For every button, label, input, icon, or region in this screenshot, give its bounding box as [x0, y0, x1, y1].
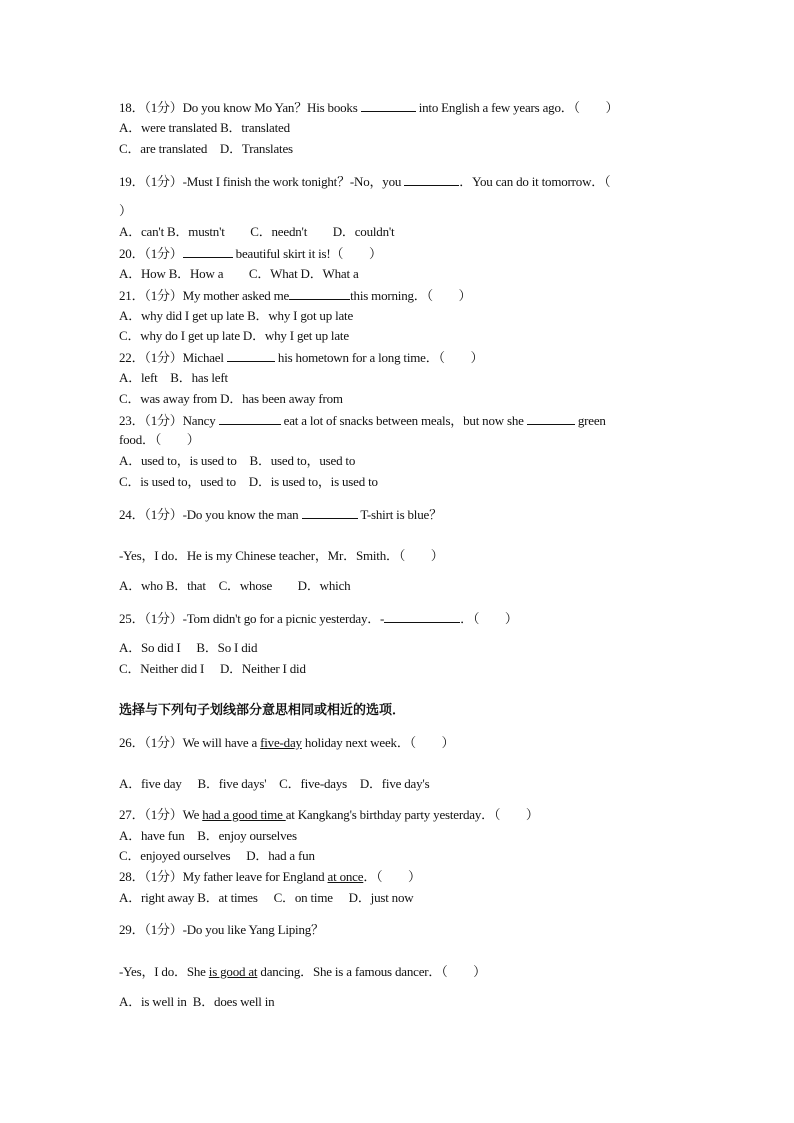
- answer-blank: [527, 412, 575, 425]
- stem-text: 19．（1分）-Must I finish the work tonight？-No，you: [119, 174, 405, 189]
- question-29-stem: 29．（1分）-Do you like Yang Liping？: [119, 922, 324, 937]
- stem-text: T-shirt is blue？: [357, 507, 442, 522]
- stem-text: into English a few years ago．（ ）: [415, 100, 619, 115]
- question-19-stem: [119, 173, 610, 190]
- stem-text: 24．（1分）-Do you know the man: [119, 507, 302, 522]
- question-27-options-1: A．have fun B．enjoy ourselves: [119, 828, 297, 843]
- question-23-options-1: A．used to，is used to B．used to，used to: [119, 453, 356, 468]
- question-22-stem: [119, 349, 483, 366]
- question-20-options-1: A．How B．How a C．What D．What a: [119, 266, 359, 281]
- stem-text: green: [574, 413, 606, 428]
- question-29-options-1: A．is well in B．does well in: [119, 994, 275, 1009]
- question-25-stem: [119, 610, 518, 627]
- question-27-options-2: C．enjoyed ourselves D．had a fun: [119, 848, 315, 863]
- underlined-phrase: had a good time: [202, 807, 286, 822]
- question-25-options-2: C．Neither did I D．Neither I did: [119, 661, 306, 676]
- stem-text: beautiful skirt it is!（ ）: [232, 246, 382, 261]
- question-20-stem: [119, 245, 382, 262]
- stem-text: 22．（1分）Michael: [119, 350, 227, 365]
- question-18-stem: [119, 99, 618, 116]
- question-22-options-2: C．was away from D．has been away from: [119, 391, 343, 406]
- answer-blank: [302, 506, 358, 519]
- answer-blank: [289, 287, 350, 300]
- answer-blank: [404, 173, 459, 186]
- question-18-options-1: A．were translated B．translated: [119, 120, 290, 135]
- section-heading: 选择与下列句子划线部分意思相同或相近的选项．: [119, 703, 406, 718]
- stem-text: ．（ ）: [460, 611, 518, 626]
- question-26-stem: [119, 735, 454, 751]
- stem-text: 26．（1分）We will have a: [119, 735, 261, 750]
- question-28-stem: [119, 869, 421, 885]
- question-21-options-2: C．why do I get up late D．why I get up late: [119, 328, 349, 343]
- question-25-options-1: A．So did I B．So I did: [119, 640, 258, 655]
- question-27-stem: [119, 807, 539, 823]
- stem-text: ．You can do it tomorrow．（: [459, 174, 611, 189]
- question-19-stem-cont: ）: [119, 203, 132, 218]
- question-23-stem-cont: food．（ ）: [119, 432, 200, 447]
- stem-text: ．（ ）: [363, 869, 421, 884]
- stem-text: at Kangkang's birthday party yesterday．（ ）: [285, 807, 539, 822]
- stem-text: eat a lot of snacks between meals，but now she: [280, 413, 527, 428]
- stem-text: 28．（1分）My father leave for England: [119, 869, 328, 884]
- stem-text: -Yes，I do．She: [119, 964, 209, 979]
- stem-text: holiday next week．（ ）: [301, 735, 455, 750]
- underlined-phrase: at once: [327, 869, 364, 884]
- stem-text: this morning．（ ）: [350, 288, 472, 303]
- underlined-phrase: five-day: [260, 735, 302, 750]
- question-18-options-2: C．are translated D．Translates: [119, 141, 293, 156]
- stem-text: 27．（1分）We: [119, 807, 203, 822]
- stem-text: his hometown for a long time．（ ）: [274, 350, 484, 365]
- stem-text: 18．（1分）Do you know Mo Yan？His books: [119, 100, 361, 115]
- question-21-stem: [119, 287, 471, 304]
- underlined-phrase: is good at: [208, 964, 258, 979]
- stem-text: dancing．She is a famous dancer．（ ）: [257, 964, 486, 979]
- question-24-reply: -Yes，I do．He is my Chinese teacher，Mr．Smith．（ ）: [119, 548, 444, 563]
- question-26-options-1: A．five day B．five days' C．five-days D．five day's: [119, 776, 430, 791]
- question-19-options-1: A．can't B．mustn't C．needn't D．couldn't: [119, 224, 395, 239]
- stem-text: 25．（1分）-Tom didn't go for a picnic yesterday．-: [119, 611, 385, 626]
- stem-text: 21．（1分）My mother asked me: [119, 288, 290, 303]
- stem-text: 20．（1分）: [119, 246, 183, 261]
- question-24-stem: [119, 506, 442, 523]
- answer-blank: [219, 412, 281, 425]
- question-23-stem: [119, 412, 606, 429]
- question-29-reply: [119, 964, 486, 980]
- answer-blank: [183, 245, 233, 258]
- answer-blank: [227, 349, 275, 362]
- answer-blank: [384, 610, 460, 623]
- question-22-options-1: A．left B．has left: [119, 370, 228, 385]
- question-23-options-2: C．is used to，used to D．is used to，is used to: [119, 474, 378, 489]
- question-21-options-1: A．why did I get up late B．why I got up late: [119, 308, 354, 323]
- stem-text: 23．（1分）Nancy: [119, 413, 219, 428]
- question-24-options-1: A．who B．that C．whose D．which: [119, 578, 351, 593]
- answer-blank: [361, 99, 416, 112]
- question-28-options-1: A．right away B．at times C．on time D．just now: [119, 890, 414, 905]
